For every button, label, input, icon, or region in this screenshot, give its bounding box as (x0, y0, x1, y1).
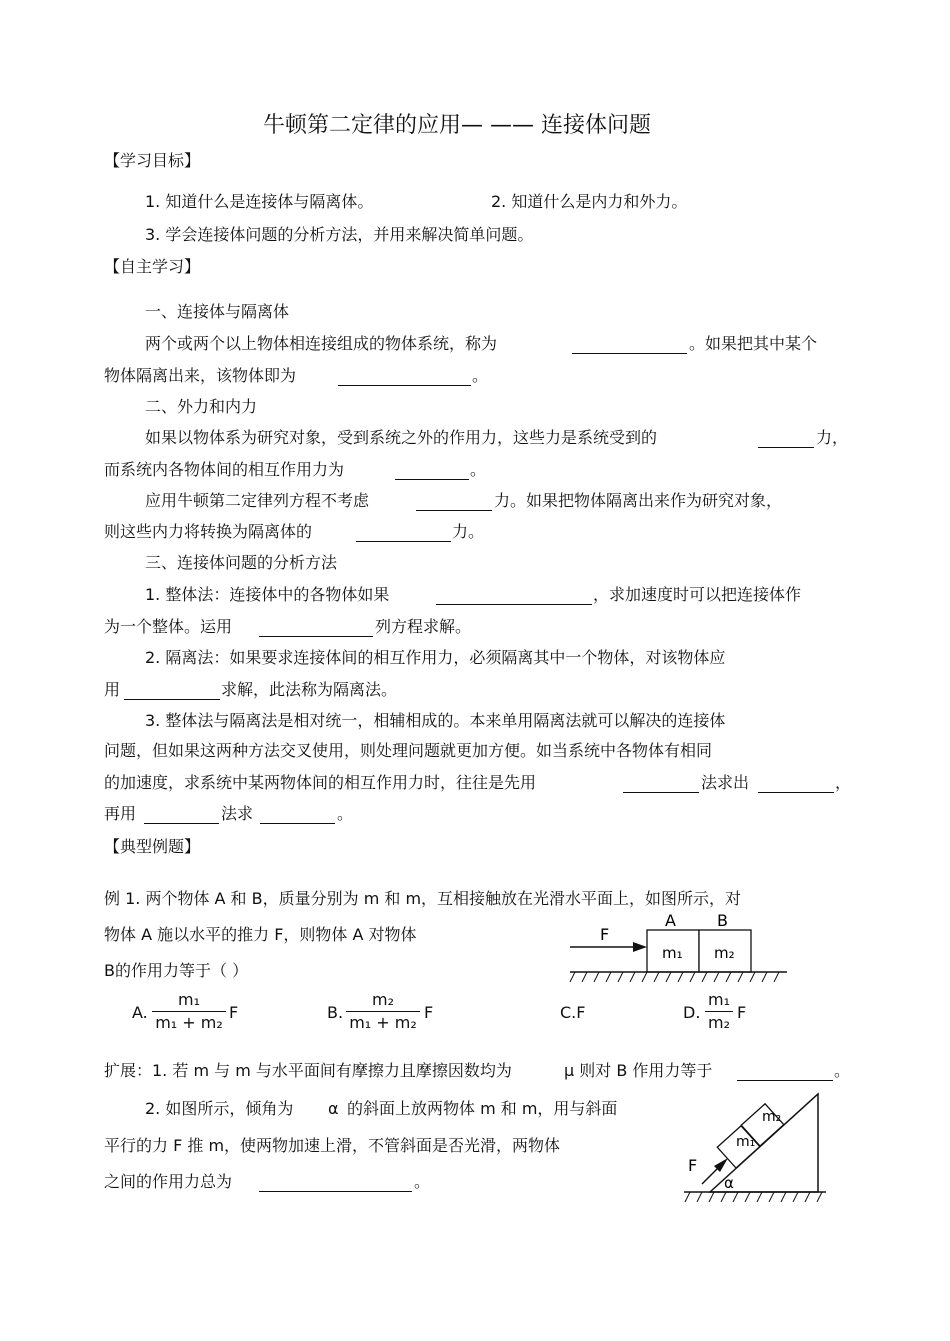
fill-blank[interactable] (758, 431, 814, 448)
fill-blank[interactable] (259, 1175, 412, 1192)
mass-2-label: m₂ (714, 944, 735, 962)
option-b-label: B. (327, 1003, 344, 1022)
fraction-denominator: m₁ + m₂ (155, 1013, 223, 1032)
method-1-text: 为一个整体。运用 (104, 617, 233, 636)
option-d-label: D. (683, 1003, 701, 1022)
mass-1-label: m₁ (736, 1134, 756, 1150)
ground-hatch (570, 972, 779, 982)
option-d-fraction (705, 990, 733, 1033)
fraction-numerator: m₁ (708, 990, 730, 1009)
paragraph-3-text: 应用牛顿第二定律列方程不考虑 (145, 491, 370, 510)
alpha-label: α (724, 1174, 734, 1192)
fraction-denominator: m₂ (708, 1013, 730, 1032)
example-1-text: 物体 A 施以水平的推力 F，则物体 A 对物体 (104, 925, 417, 944)
paragraph-3-text: 力。 (452, 522, 485, 541)
option-d-force: F (737, 1003, 747, 1022)
method-3-text: 法求 (221, 804, 254, 823)
option-a-label: A. (132, 1003, 148, 1022)
subheading-1: 一、连接体与隔离体 (145, 302, 290, 321)
mass-1-label: m₁ (662, 944, 683, 962)
section-header-goals: 【学习目标】 (104, 151, 201, 170)
paragraph-1-text: 物体隔离出来，该物体即为 (104, 366, 297, 385)
alpha-symbol: α (328, 1099, 339, 1118)
paragraph-1-text: 两个或两个以上物体相连接组成的物体系统，称为 (145, 334, 498, 353)
extension-2-text: 2. 如图所示，倾角为 (145, 1099, 294, 1118)
fill-blank[interactable] (259, 620, 373, 637)
method-3-text: ， (835, 773, 852, 792)
subheading-3: 三、连接体问题的分析方法 (145, 553, 338, 572)
method-3-text: 再用 (104, 804, 137, 823)
extension-2-text: 的斜面上放两物体 m 和 m，用与斜面 (347, 1099, 618, 1118)
section-header-examples: 【典型例题】 (104, 837, 201, 856)
extension-2-text: 。 (414, 1172, 431, 1191)
fill-blank[interactable] (124, 683, 220, 700)
method-3-text: 。 (337, 804, 354, 823)
fill-blank[interactable] (260, 807, 335, 824)
section-header-self-study: 【自主学习】 (104, 257, 201, 276)
paragraph-1-text: 。 (472, 366, 489, 385)
goal-1: 1. 知道什么是连接体与隔离体。 (145, 192, 374, 211)
method-1-text: ，求加速度时可以把连接体作 (593, 585, 802, 604)
paragraph-2-text: 而系统内各物体间的相互作用力为 (104, 460, 345, 479)
paragraph-3-text: 力。如果把物体隔离出来作为研究对象， (494, 491, 783, 510)
method-3-text: 问题，但如果这两种方法交叉使用，则处理问题就更加方便。如当系统中各物体有相同 (104, 741, 713, 760)
fill-blank[interactable] (395, 463, 469, 480)
paragraph-2-text: 如果以物体系为研究对象，受到系统之外的作用力，这些力是系统受到的 (145, 428, 658, 447)
label-b: B (717, 911, 728, 930)
option-b-force: F (424, 1003, 434, 1022)
force-label: F (688, 1156, 698, 1175)
fill-blank[interactable] (623, 776, 699, 793)
fill-blank[interactable] (144, 807, 219, 824)
extension-2-text: 平行的力 F 推 m，使两物加速上滑，不管斜面是否光滑，两物体 (104, 1136, 561, 1155)
fill-blank[interactable] (338, 369, 471, 386)
fraction-bar (152, 1011, 226, 1012)
extension-2-text: 之间的作用力总为 (104, 1172, 233, 1191)
fill-blank[interactable] (572, 337, 687, 354)
fraction-bar (346, 1011, 420, 1012)
paragraph-1-text: 。如果把其中某个 (689, 334, 818, 353)
method-2-text: 求解，此法称为隔离法。 (221, 680, 398, 699)
method-1-text: 1. 整体法：连接体中的各物体如果 (145, 585, 390, 604)
goal-3: 3. 学会连接体问题的分析方法，并用来解决简单问题。 (145, 225, 534, 244)
paragraph-3-text: 则这些内力将转换为隔离体的 (104, 522, 313, 541)
method-3-text: 法求出 (701, 773, 750, 792)
incline-diagram (680, 1088, 830, 1210)
example-1-text: 例 1. 两个物体 A 和 B，质量分别为 m 和 m，互相接触放在光滑水平面上，如图所示，对 (104, 889, 742, 908)
page-title: 牛顿第二定律的应用— —— 连接体问题 (263, 113, 651, 138)
fraction-bar (705, 1011, 733, 1012)
fill-blank[interactable] (737, 1064, 833, 1081)
extension-1-text: μ 则对 B 作用力等于 (564, 1061, 713, 1080)
arrow-head (633, 942, 647, 952)
paragraph-2-text: 。 (470, 460, 487, 479)
label-a: A (665, 911, 676, 930)
method-3-text: 的加速度，求系统中某两物体间的相互作用力时，往往是先用 (104, 773, 537, 792)
force-label: F (600, 925, 610, 944)
fill-blank[interactable] (436, 588, 592, 605)
option-a-fraction (152, 990, 226, 1033)
option-b-fraction (346, 990, 420, 1033)
ground-hatch (685, 1192, 822, 1202)
blocks-diagram (565, 908, 795, 988)
fraction-denominator: m₁ + m₂ (349, 1013, 417, 1032)
extension-1-text: 扩展：1. 若 m 与 m 与水平面间有摩擦力且摩擦因数均为 (104, 1061, 512, 1080)
fill-blank[interactable] (758, 776, 834, 793)
goal-2: 2. 知道什么是内力和外力。 (491, 192, 688, 211)
fill-blank[interactable] (356, 525, 451, 542)
fraction-numerator: m₂ (372, 990, 394, 1009)
option-a-force: F (229, 1003, 239, 1022)
method-1-text: 列方程求解。 (375, 617, 472, 636)
method-3-text: 3. 整体法与隔离法是相对统一，相辅相成的。本来单用隔离法就可以解决的连接体 (145, 711, 726, 730)
subheading-2: 二、外力和内力 (145, 397, 258, 416)
paragraph-2-text: 力， (816, 428, 849, 447)
option-c: C.F (560, 1003, 586, 1022)
extension-1-text: 。 (834, 1061, 851, 1080)
fraction-numerator: m₁ (178, 990, 200, 1009)
mass-2-label: m₂ (762, 1109, 782, 1125)
example-1-text: B的作用力等于（ ） (104, 961, 249, 980)
method-2-text: 用 (104, 680, 121, 699)
fill-blank[interactable] (416, 494, 492, 511)
method-2-text: 2. 隔离法：如果要求连接体间的相互作用力，必须隔离其中一个物体，对该物体应 (145, 648, 726, 667)
